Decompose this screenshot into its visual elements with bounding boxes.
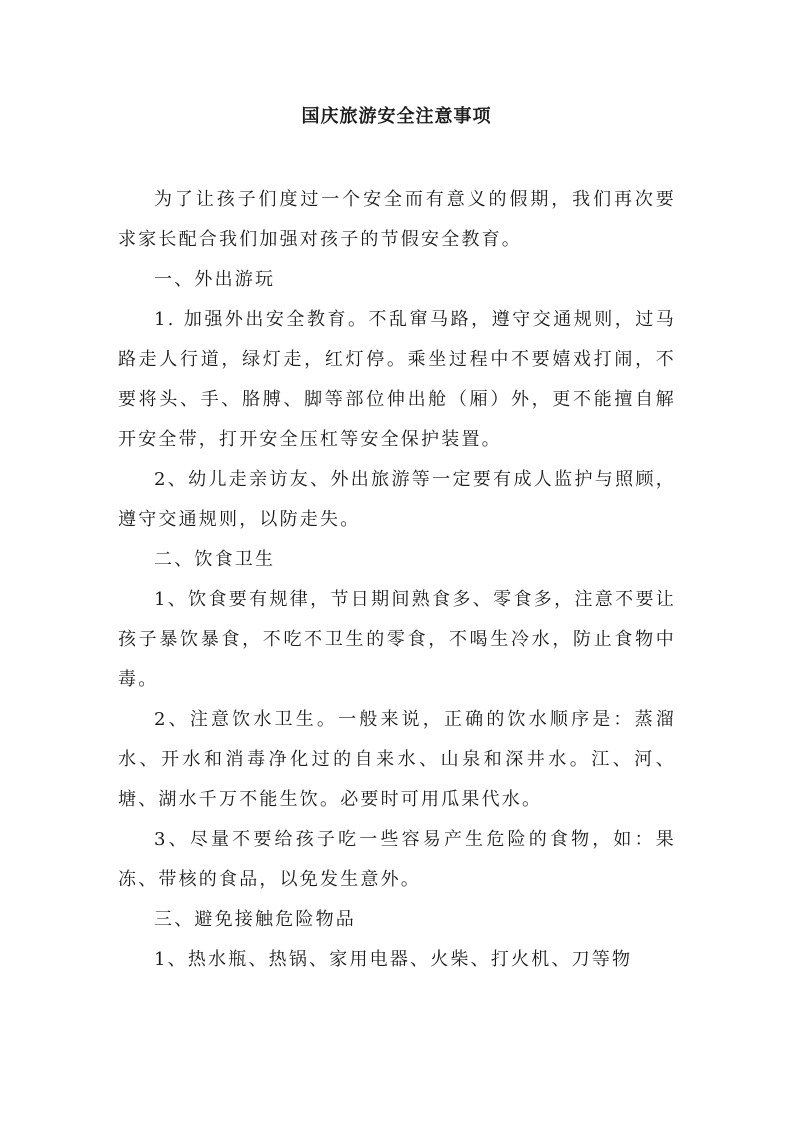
document-body (118, 180, 676, 980)
section-heading-food-hygiene: 二、饮食卫生 (154, 549, 276, 570)
outing-item-1: 1. 加强外出安全教育。不乱窜马路，遵守交通规则，过马路走人行道，绿灯走，红灯停。乘坐过程中不要嬉戏打闹，不要将头、手、胳膊、脚等部位伸出舱（厢）外，更不能擅自解开安全带，打开安全压杠等安全保护装置。 (118, 309, 676, 450)
food-item-2: 2、注意饮水卫生。一般来说，正确的饮水顺序是：蒸溜水、开水和消毒净化过的自来水、山泉和深井水。江、河、塘、湖水千万不能生饮。必要时可用瓜果代水。 (118, 709, 676, 810)
food-item-3: 3、尽量不要给孩子吃一些容易产生危险的食物，如：果冻、带核的食品，以免发生意外。 (118, 829, 676, 890)
intro-paragraph: 为了让孩子们度过一个安全而有意义的假期，我们再次要求家长配合我们加强对孩子的节假安全教育。 (118, 189, 676, 250)
food-item-1: 1、饮食要有规律，节日期间熟食多、零食多，注意不要让孩子暴饮暴食，不吃不卫生的零食，不喝生冷水，防止食物中毒。 (118, 589, 676, 690)
section-heading-outing: 一、外出游玩 (154, 269, 276, 290)
danger-item-1: 1、热水瓶、热锅、家用电器、火柴、打火机、刀等物 (154, 949, 633, 970)
section-heading-dangerous-items: 三、避免接触危险物品 (154, 909, 356, 930)
outing-item-2: 2、幼儿走亲访友、外出旅游等一定要有成人监护与照顾，遵守交通规则，以防走失。 (118, 469, 676, 530)
page-title: 国庆旅游安全注意事项 (301, 106, 492, 127)
